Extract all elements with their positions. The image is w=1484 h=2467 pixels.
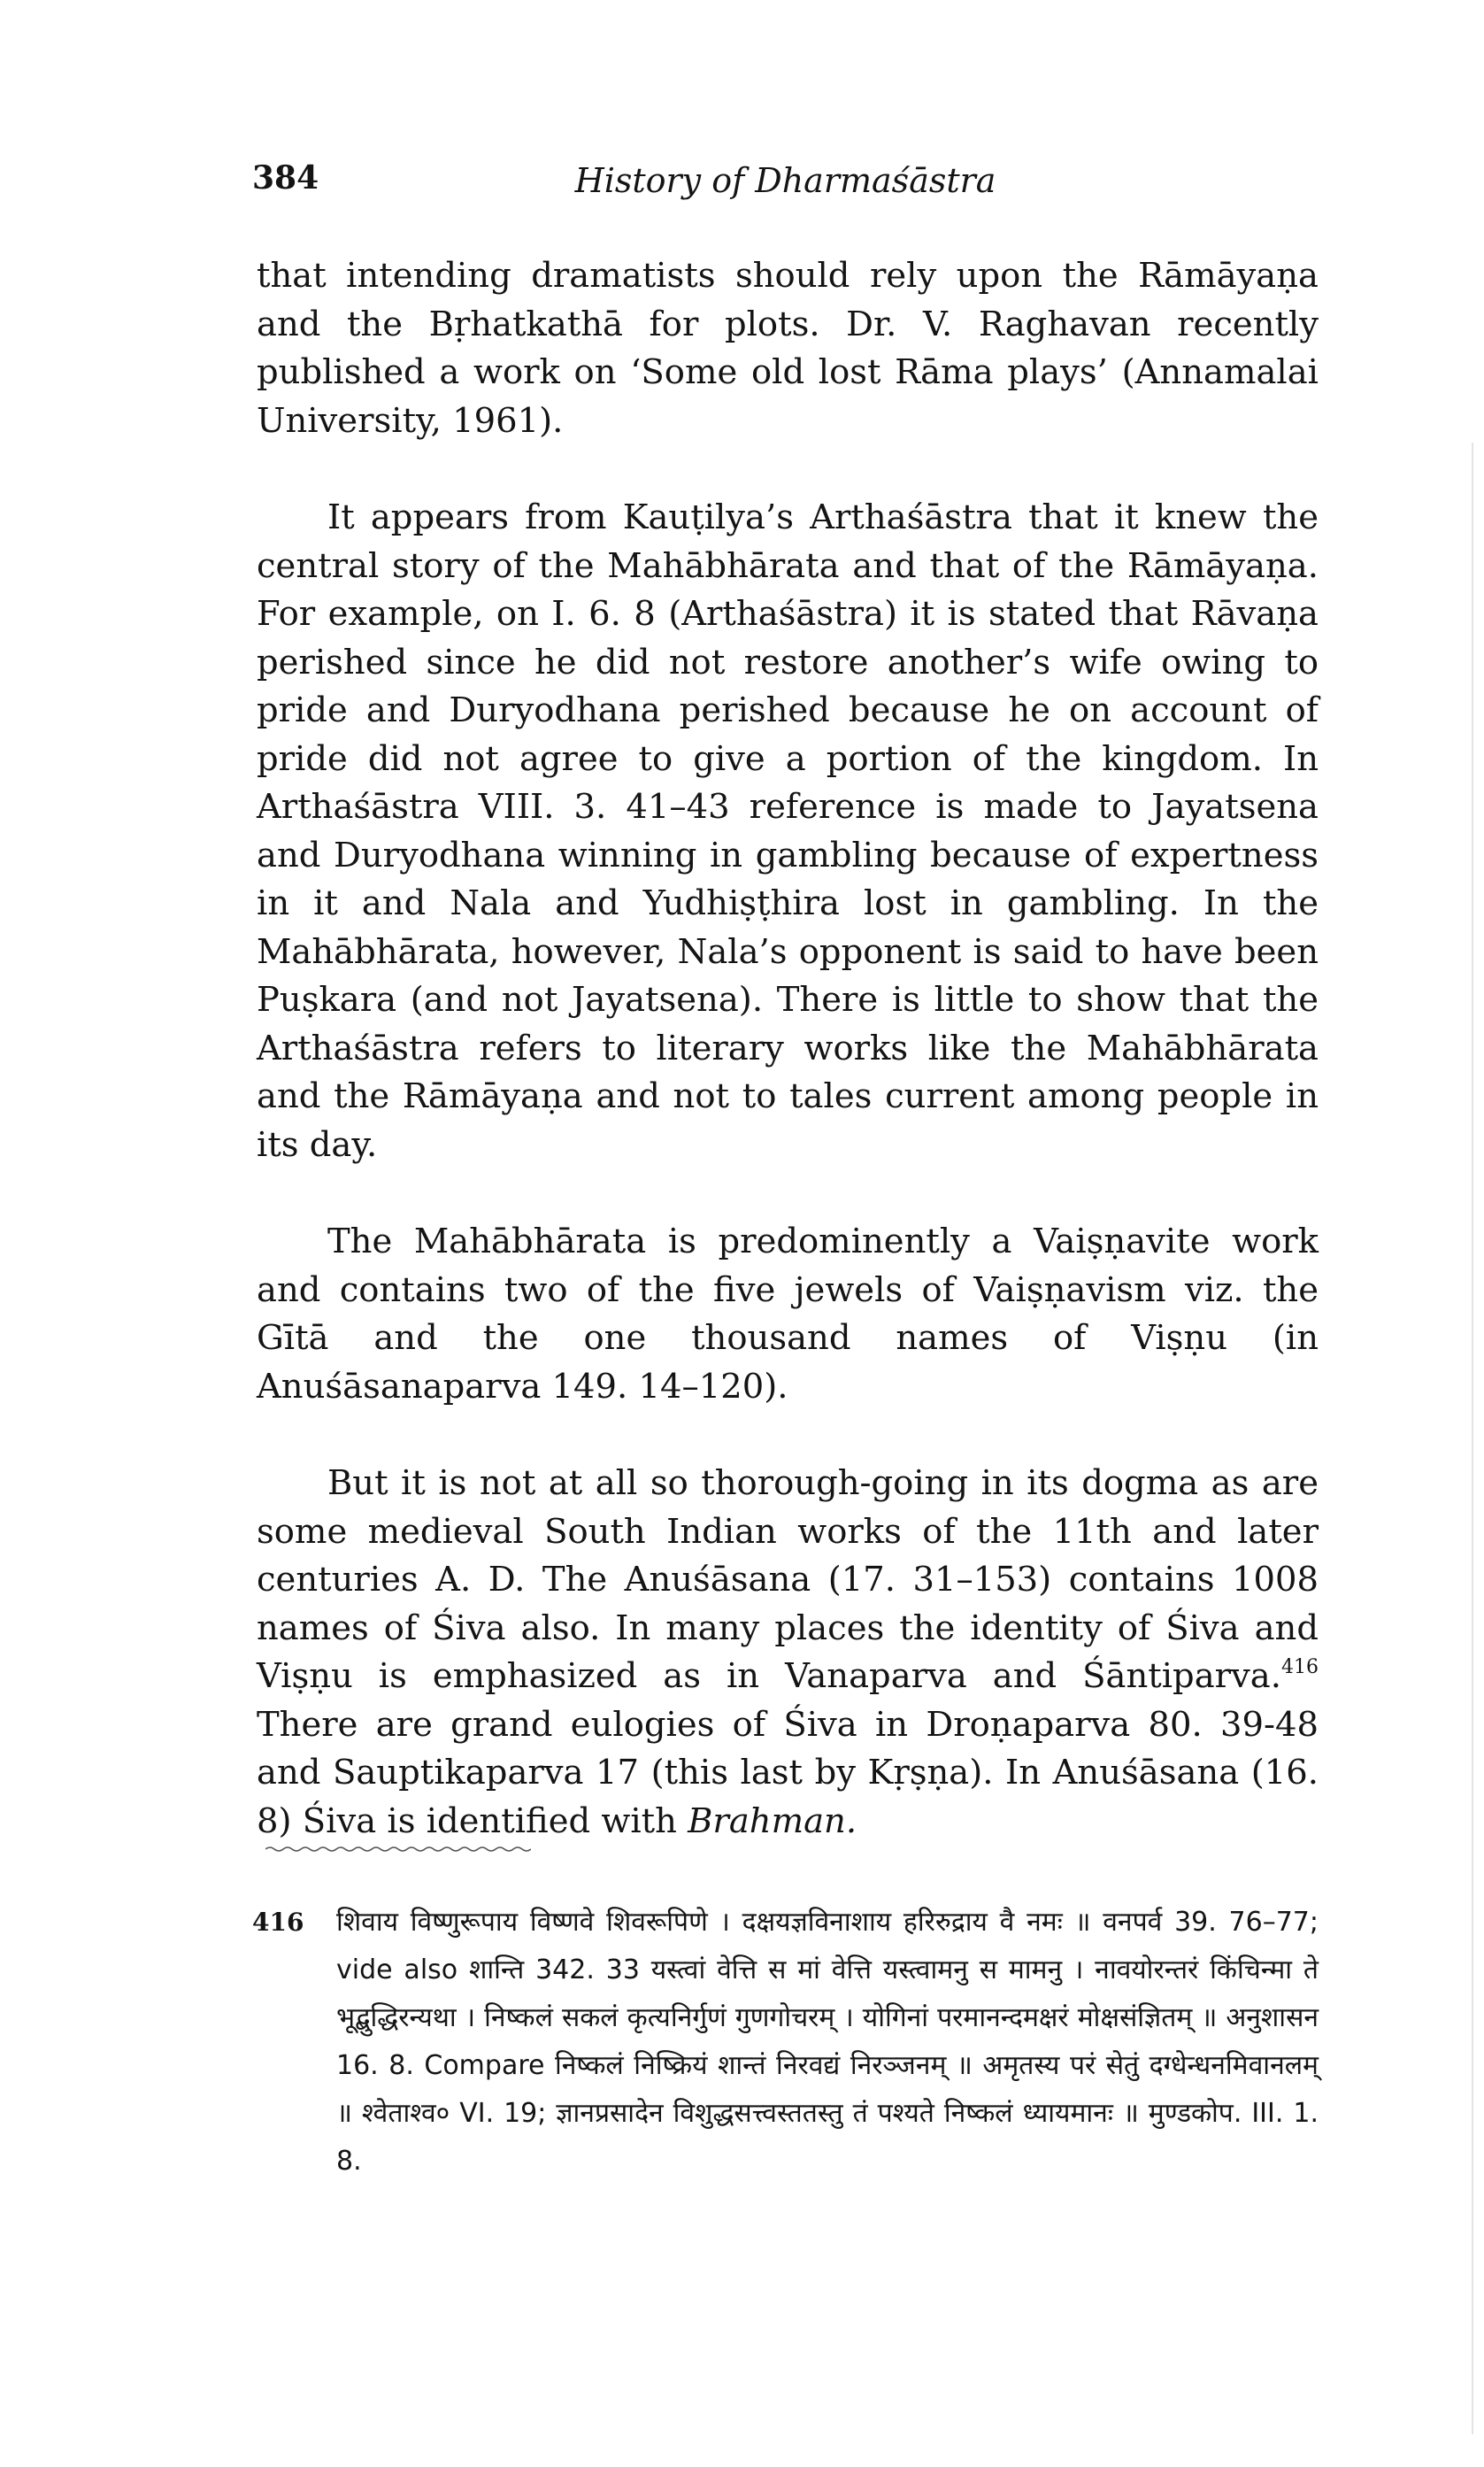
divider-wave <box>265 1846 531 1853</box>
page-number: 384 <box>252 159 319 197</box>
footnote-text: शिवाय विष्णुरूपाय विष्णवे शिवरूपिणे । दक्षयज्ञविनाशाय हरिरुद्राय वै नमः ॥ वनपर्व 39. 76–77; vide also शान्ति 342. 33 यस्त्वां वेत्ति स मां वेत्ति यस्त्वामनु स मामनु । नावयोरन्तरं किंचिन्मा ते भूद्बुद्धिरन्यथा । निष्कलं सकलं कृत्यनिर्गुणं गुणगोचरम् । योगिनां परमानन्दमक्षरं मोक्षसंज्ञितम् ॥ अनुशासन 16. 8. Compare निष्कलं निष्क्रियं शान्तं निरवद्यं निरञ्जनम् ॥ अमृतस्य परं सेतुं दग्धेन्धनमिवानलम् ॥ श्वेताश्व० VI. 19; ज्ञानप्रसादेन विशुद्धसत्त्वस्ततस्तु तं पश्यते निष्कलं ध्यायमानः ॥ मुण्डकोप. III. 1. 8. <box>336 1907 1319 2177</box>
paragraph-shiva-text-b: There are grand eulogies of Śiva in Droṇaparva 80. 39-48 and Sauptikaparva 17 (this last by Kṛṣṇa). In Anuśāsana (16. 8) Śiva is identified with <box>257 1704 1319 1841</box>
body-text <box>257 252 1319 1894</box>
footnote-divider <box>265 1846 531 1853</box>
paragraph-shiva-text-a: But it is not at all so thorough-going in its dogma as are some medieval South Indian works of the 11th and later centuries A. D. The Anuśāsana (17. 31–153) contains 1008 names of Śiva also. In many places the identity of Śiva and Viṣṇu is emphasized as in Vanaparva and Śāntiparva. <box>257 1463 1319 1696</box>
paragraph-arthashastra: It appears from Kauṭilya’s Arthaśāstra that it knew the central story of the Mahābhārata and that of the Rāmāyaṇa. For example, on I. 6. 8 (Arthaśāstra) it is stated that Rāvaṇa perished since he did not restore another’s wife owing to pride and Duryodhana perished because he on account of pride did not agree to give a portion of the kingdom. In Arthaśāstra VIII. 3. 41–43 reference is made to Jayatsena and Duryodhana winning in gambling because of expertness in it and Nala and Yudhiṣṭhira lost in gambling. In the Mahābhārata, however, Nala’s opponent is said to have been Puṣkara (and not Jayatsena). There is little to show that the Arthaśāstra refers to literary works like the Mahābhārata and the Rāmāyaṇa and not to tales current among people in its day. <box>257 497 1319 1165</box>
page-header <box>252 159 1319 212</box>
italic-term: Brahman. <box>688 1800 857 1841</box>
running-title: History of Dharmaśāstra <box>574 161 996 200</box>
scan-edge-line <box>1472 443 1473 2434</box>
footnote <box>252 1899 1319 2186</box>
paragraph-continuation: that intending dramatists should rely upon the Rāmāyaṇa and the Bṛhatkathā for plots. Dr. V. Raghavan recently published a work on ‘Some old lost Rāma plays’ (Annamalai University, 1961). <box>257 256 1319 441</box>
paragraph-vaishnavite: The Mahābhārata is predominently a Vaiṣṇavite work and contains two of the five jewels of Vaiṣṇavism viz. the Gītā and the one thousand names of Viṣṇu (in Anuśāsanaparva 149. 14–120). <box>257 1222 1319 1407</box>
footnote-number: 416 <box>252 1908 304 1937</box>
paragraph-shiva <box>257 1460 1319 1846</box>
footnote-reference: 416 <box>1281 1656 1319 1678</box>
